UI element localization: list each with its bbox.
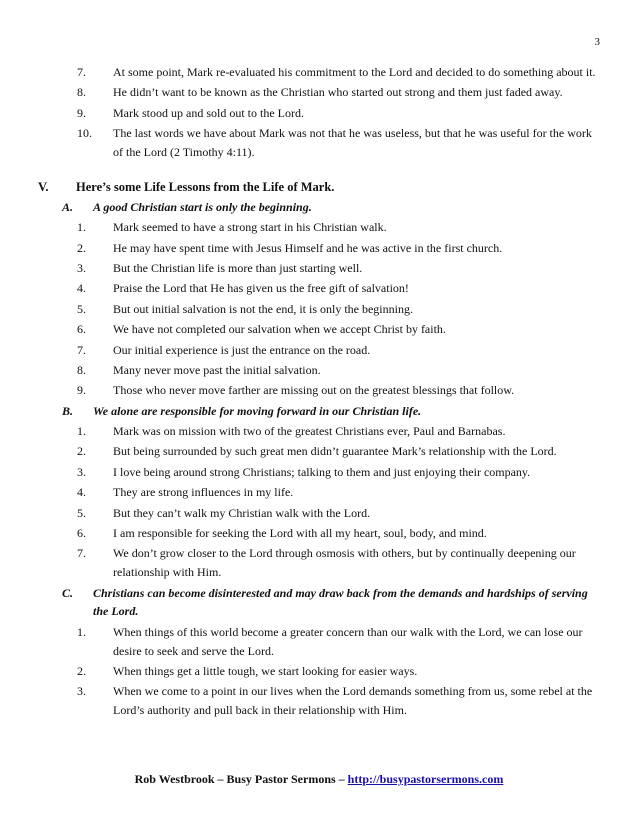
list-number: 2.	[77, 444, 86, 459]
list-item	[0, 504, 638, 523]
list-number: 4.	[77, 485, 86, 500]
list-number: 3.	[77, 464, 86, 479]
list-text: But being surrounded by such great men didn’t guarantee Mark’s relationship with the Lord.	[113, 444, 557, 459]
subsection-title: Christians can become disinterested and may draw back from the demands and hardships of serving the Lord.	[93, 585, 588, 619]
list-number: 7.	[77, 546, 86, 561]
list-item	[0, 320, 638, 339]
list-number: 9.	[77, 383, 86, 398]
subsection-letter: C.	[62, 585, 74, 600]
subsection-heading-a	[0, 198, 638, 217]
list-text: Our initial experience is just the entrance on the road.	[113, 342, 371, 357]
list-number: 3.	[77, 684, 86, 699]
page-number: 3	[594, 36, 600, 48]
page-footer	[0, 772, 638, 787]
list-item	[0, 259, 638, 278]
footer-author: Rob Westbrook – Busy Pastor Sermons –	[134, 772, 348, 786]
list-number: 7.	[77, 342, 86, 357]
list-text: We don’t grow closer to the Lord through osmosis with others, but by continually deepening our relationship with Him.	[113, 546, 576, 580]
footer-website-link[interactable]: http://busypastorsermons.com	[347, 772, 504, 786]
list-item	[0, 300, 638, 319]
list-text: He didn’t want to be known as the Christian who started out strong and them just faded away.	[113, 85, 563, 100]
document-body	[0, 63, 638, 722]
list-number: 1.	[77, 424, 86, 439]
subsection-letter: A.	[62, 199, 74, 214]
list-item	[0, 544, 638, 582]
list-item	[0, 442, 638, 461]
subsection-heading-c	[0, 584, 638, 622]
list-text: Those who never move farther are missing out on the greatest blessings that follow.	[113, 383, 515, 398]
list-item	[0, 422, 638, 441]
list-text: Mark seemed to have a strong start in his Christian walk.	[113, 220, 387, 235]
subsection-letter: B.	[62, 403, 74, 418]
list-text: We have not completed our salvation when we accept Christ by faith.	[113, 322, 446, 337]
list-number: 6.	[77, 322, 86, 337]
list-text: Mark was on mission with two of the greatest Christians ever, Paul and Barnabas.	[113, 424, 506, 439]
list-text: Praise the Lord that He has given us the free gift of salvation!	[113, 281, 409, 296]
list-text: But they can’t walk my Christian walk with the Lord.	[113, 505, 371, 520]
list-number: 7.	[77, 65, 86, 79]
list-text: I love being around strong Christians; talking to them and just enjoying their company.	[113, 464, 531, 479]
list-item	[0, 279, 638, 298]
list-text: When things get a little tough, we start looking for easier ways.	[113, 663, 418, 678]
list-item	[0, 83, 638, 102]
list-item	[0, 682, 638, 720]
list-text: But the Christian life is more than just starting well.	[113, 260, 363, 275]
list-item	[0, 341, 638, 360]
list-text: Many never move past the initial salvation.	[113, 362, 321, 377]
list-item	[0, 463, 638, 482]
list-text: The last words we have about Mark was not that he was useless, but that he was useful for the work of the Lord (2 Timothy 4:11).	[113, 126, 592, 159]
subsection-title: We alone are responsible for moving forward in our Christian life.	[93, 403, 422, 418]
list-item	[0, 239, 638, 258]
list-text: At some point, Mark re-evaluated his commitment to the Lord and decided to do something about it.	[113, 65, 596, 79]
list-text: They are strong influences in my life.	[113, 485, 294, 500]
list-number: 8.	[77, 362, 86, 377]
list-number: 1.	[77, 624, 86, 639]
list-number: 2.	[77, 240, 86, 255]
list-number: 5.	[77, 505, 86, 520]
subsection-heading-b	[0, 402, 638, 421]
list-item	[0, 104, 638, 123]
section-heading	[0, 178, 638, 196]
list-item	[0, 361, 638, 380]
list-number: 6.	[77, 526, 86, 541]
list-number: 1.	[77, 220, 86, 235]
list-text: I am responsible for seeking the Lord with all my heart, soul, body, and mind.	[113, 526, 487, 541]
list-item	[0, 381, 638, 400]
list-text: He may have spent time with Jesus Himself and he was active in the first church.	[113, 240, 503, 255]
list-item	[0, 218, 638, 237]
list-item	[0, 63, 638, 82]
list-text: But out initial salvation is not the end, it is only the beginning.	[113, 301, 413, 316]
list-item	[0, 483, 638, 502]
list-number: 4.	[77, 281, 86, 296]
list-item	[0, 124, 638, 162]
list-number: 5.	[77, 301, 86, 316]
list-number: 10.	[77, 126, 92, 141]
list-text: When things of this world become a greater concern than our walk with the Lord, we can lose our desire to seek and serve the Lord.	[113, 624, 583, 658]
list-text: When we come to a point in our lives when the Lord demands something from us, some rebel at the Lord’s authority and pull back in their relationship with Him.	[113, 684, 593, 718]
list-item	[0, 524, 638, 543]
list-number: 3.	[77, 260, 86, 275]
subsection-title: A good Christian start is only the beginning.	[93, 199, 312, 214]
list-number: 8.	[77, 85, 86, 100]
list-item	[0, 662, 638, 681]
list-number: 9.	[77, 105, 86, 120]
list-number: 2.	[77, 663, 86, 678]
section-title: Here’s some Life Lessons from the Life of Mark.	[76, 179, 335, 194]
list-item	[0, 623, 638, 661]
section-number: V.	[38, 179, 49, 194]
list-text: Mark stood up and sold out to the Lord.	[113, 105, 304, 120]
